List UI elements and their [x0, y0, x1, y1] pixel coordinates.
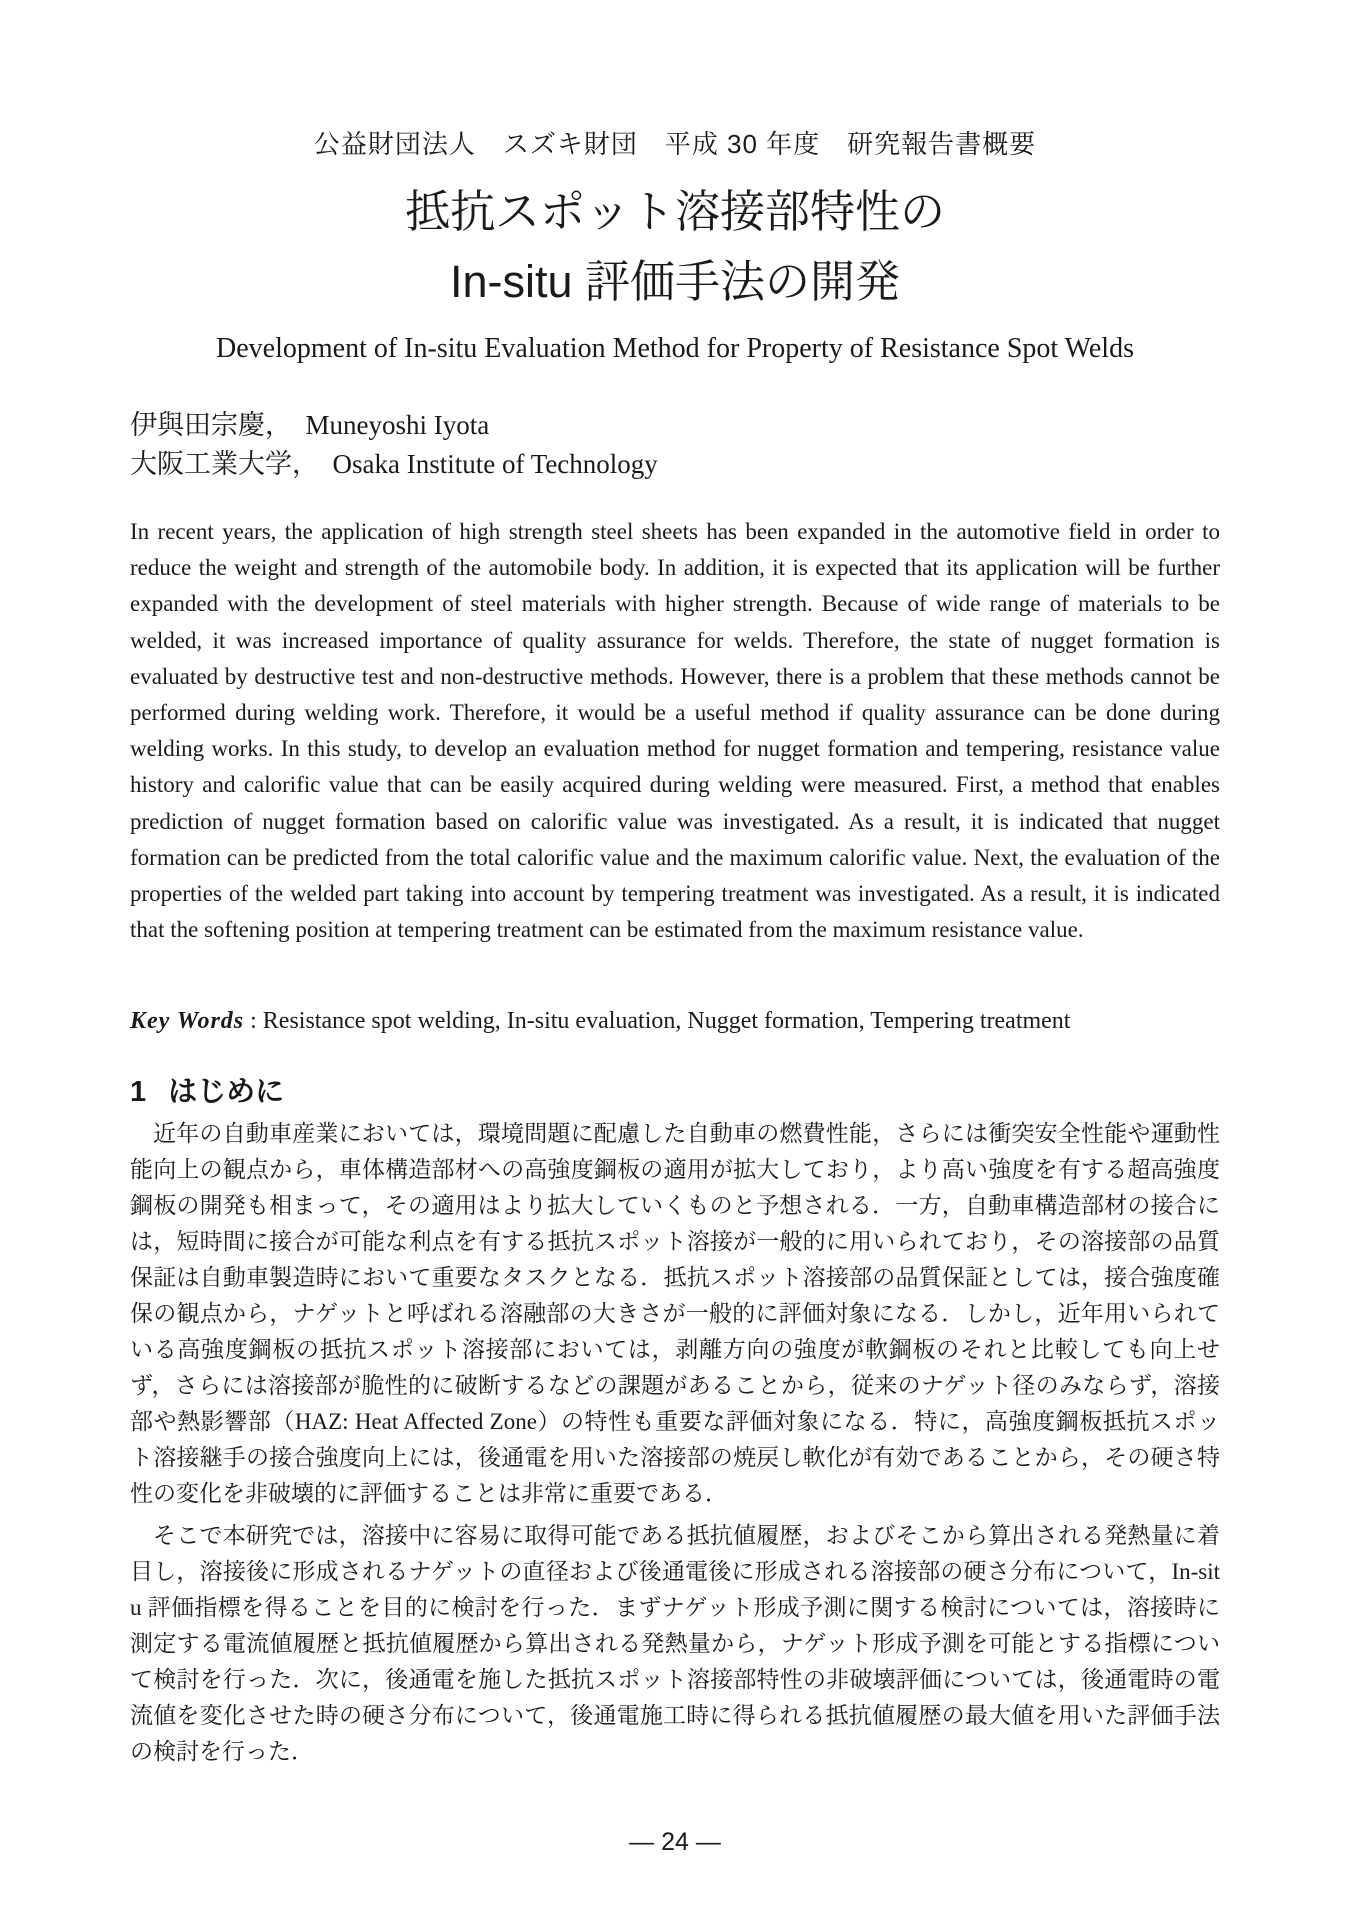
- author-block: [130, 406, 1220, 484]
- section-1-paragraph-2: そこで本研究では，溶接中に容易に取得可能である抵抗値履歴，およびそこから算出される発熱量に着目し，溶接後に形成されるナゲットの直径および後通電後に形成される溶接部の硬さ分布について，In-situ 評価指標を得ることを目的に検討を行った．まずナゲット形成予測に関する検討については，溶接時に測定する電流値履歴と抵抗値履歴から算出される発熱量から，ナゲット形成予測を可能とする指標について検討を行った．次に，後通電を施した抵抗スポット溶接部特性の非破壊評価については，後通電時の電流値を変化させた時の硬さ分布について，後通電施工時に得られる抵抗値履歴の最大値を用いた評価手法の検討を行った．: [130, 1523, 1220, 1765]
- page-number: — 24 —: [629, 1828, 721, 1856]
- title-japanese-line2: In-situ 評価手法の開発: [449, 256, 901, 307]
- title-english: Development of In-situ Evaluation Method for Property of Resistance Spot Welds: [216, 333, 1134, 364]
- report-series-header: 公益財団法人 スズキ財団 平成 30 年度 研究報告書概要: [313, 129, 1037, 159]
- section-1-number: 1: [130, 1076, 147, 1109]
- abstract-paragraph: In recent years, the application of high strength steel sheets has been expanded in the automotive field in order to reduce the weight and strength of the automobile body. In addition, it is expected that its application will be further expanded with the development of steel materials with higher strength. Because of wide range of materials to be welded, it was increased importance of quality assurance for welds. Therefore, the state of nugget formation is evaluated by destructive test and non-destructive methods. However, there is a problem that these methods cannot be performed during welding work. Therefore, it would be a useful method if quality assurance can be done during welding works. In this study, to develop an evaluation method for nugget formation and tempering, resistance value history and calorific value that can be easily acquired during welding were measured. First, a method that enables prediction of nugget formation based on calorific value was investigated. As a result, it is indicated that nugget formation can be predicted from the total calorific value and the maximum calorific value. Next, the evaluation of the properties of the welded part taking into account by tempering treatment was investigated. As a result, it is indicated that the softening position at tempering treatment can be estimated from the maximum resistance value.: [130, 519, 1220, 943]
- title-japanese-line1: 抵抗スポット溶接部特性の: [404, 186, 945, 237]
- keywords-label: Key Words: [130, 1008, 245, 1035]
- section-1-heading: [130, 1074, 1220, 1110]
- keywords-text: Resistance spot welding, In-situ evaluation, Nugget formation, Tempering treatment: [262, 1008, 1071, 1035]
- keywords-line: [130, 1004, 1220, 1038]
- keywords-separator: :: [244, 1008, 263, 1035]
- author-name-line: 伊與田宗慶， Muneyoshi Iyota: [130, 410, 490, 440]
- author-affiliation-line: 大阪工業大学， Osaka Institute of Technology: [130, 449, 658, 479]
- section-1-title: はじめに: [168, 1076, 285, 1109]
- section-1-paragraph-1: 近年の自動車産業においては，環境問題に配慮した自動車の燃費性能，さらには衝突安全性能や運動性能向上の観点から，車体構造部材への高強度鋼板の適用が拡大しており，より高い強度を有する超高強度鋼板の開発も相まって，その適用はより拡大していくものと予想される．一方，自動車構造部材の接合には，短時間に接合が可能な利点を有する抵抗スポット溶接が一般的に用いられており，その溶接部の品質保証は自動車製造時において重要なタスクとなる．抵抗スポット溶接部の品質保証としては，接合強度確保の観点から，ナゲットと呼ばれる溶融部の大きさが一般的に評価対象になる．しかし，近年用いられている高強度鋼板の抵抗スポット溶接部においては，剥離方向の強度が軟鋼板のそれと比較しても向上せず，さらには溶接部が脆性的に破断するなどの課題があることから，従来のナゲット径のみならず，溶接部や熱影響部（HAZ: Heat Affected Zone）の特性も重要な評価対象になる．特に，高強度鋼板抵抗スポット溶接継手の接合強度向上には，後通電を用いた溶接部の焼戻し軟化が有効であることから，その硬さ特性の変化を非破壊的に評価することは非常に重要である．: [130, 1121, 1221, 1507]
